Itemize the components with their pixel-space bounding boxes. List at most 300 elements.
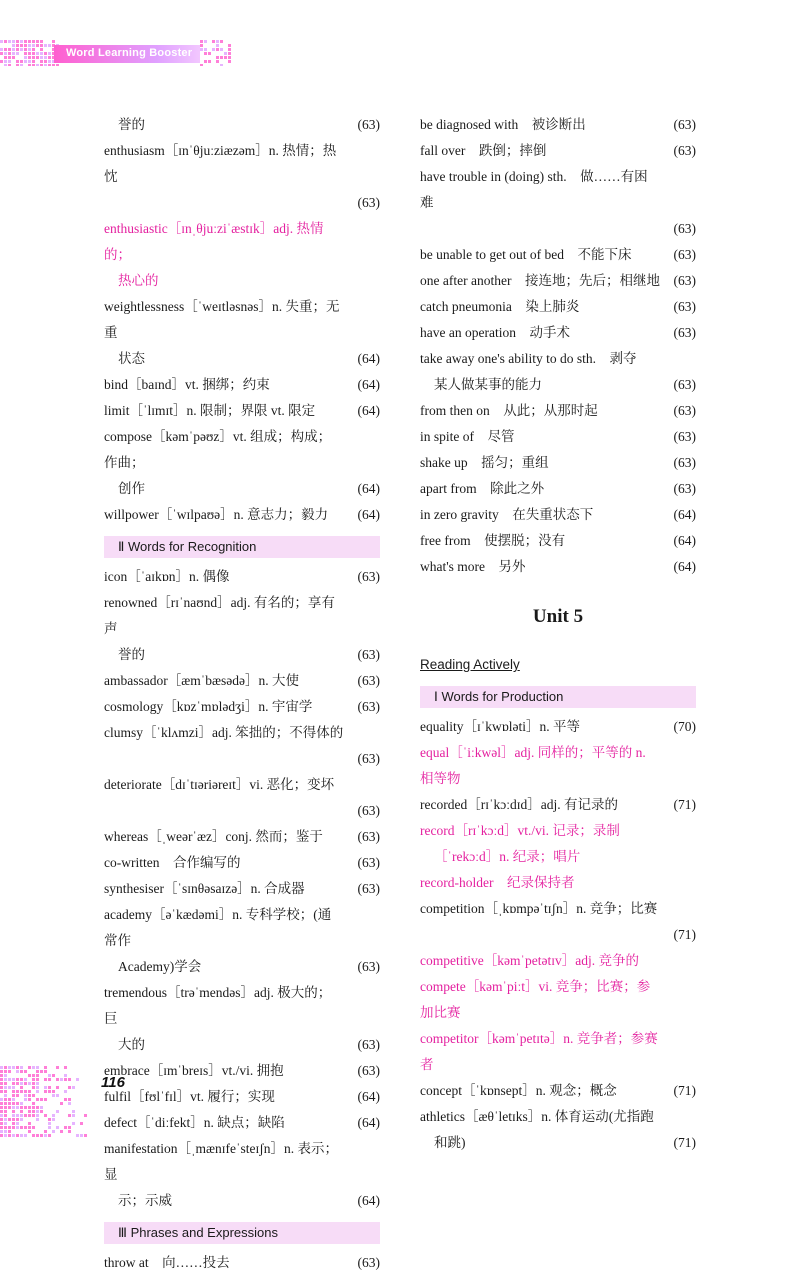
entry-text: take away one's ability to do sth. 剥夺 <box>420 351 637 366</box>
pixel-square <box>0 1066 3 1069</box>
pixel-square <box>84 1134 87 1137</box>
pixel-square <box>4 1086 7 1089</box>
pixel-square <box>20 1078 23 1081</box>
entry-page-ref: (63) <box>357 699 380 714</box>
entry-page-ref: (63) <box>357 117 380 132</box>
pixel-square <box>216 56 219 59</box>
pixel-square <box>12 1090 15 1093</box>
pixel-square <box>16 1070 19 1073</box>
vocab-entry <box>104 980 380 1058</box>
vocab-entry <box>420 294 696 320</box>
pixel-square <box>0 1070 3 1073</box>
pixel-square <box>16 1102 19 1105</box>
pixel-square <box>36 56 39 59</box>
pixel-square <box>220 48 223 51</box>
pixel-square <box>28 44 31 47</box>
pixel-square <box>24 1094 27 1097</box>
entry-text: record［rɪˈkɔːd］vt./vi. 记录；录制 <box>420 823 620 838</box>
vocab-entry <box>104 138 380 216</box>
pixel-square <box>4 64 7 66</box>
entry-page-ref: (64) <box>357 1089 380 1104</box>
pixel-square <box>28 40 31 43</box>
pixel-square <box>28 1106 31 1109</box>
pixel-square <box>48 44 51 47</box>
pixel-square <box>16 52 19 55</box>
entry-page-ref: (63) <box>357 1037 380 1052</box>
pixel-square <box>52 1094 55 1097</box>
vocab-entry <box>420 502 696 528</box>
pixel-square <box>36 1110 39 1113</box>
pixel-square <box>32 1086 35 1089</box>
pixel-square <box>0 1090 3 1093</box>
pixel-square <box>36 1106 39 1109</box>
pixel-square <box>36 1078 39 1081</box>
pixel-square <box>220 40 223 43</box>
pixel-square <box>0 60 3 63</box>
pixel-square <box>16 60 19 63</box>
pixel-square <box>48 56 51 59</box>
pixel-square <box>48 64 51 66</box>
pixel-square <box>64 1090 67 1093</box>
entry-continuation: ［ˈrekɔːd］n. 纪录；唱片 <box>434 849 581 864</box>
pixel-square <box>44 44 47 47</box>
pixel-square <box>80 1134 83 1137</box>
pixel-square <box>12 1118 15 1121</box>
pixel-square <box>0 1078 3 1081</box>
entry-continuation: 示；示威 <box>118 1193 172 1208</box>
entry-page-ref: (71) <box>673 1135 696 1150</box>
vocab-entry <box>420 346 696 398</box>
entry-page-ref: (63) <box>673 247 696 262</box>
vocab-entry <box>420 974 696 1026</box>
pixel-square <box>8 1118 11 1121</box>
pixel-square <box>0 1106 3 1109</box>
vocab-entry <box>104 564 380 590</box>
pixel-square <box>208 60 211 63</box>
pixel-square <box>16 1114 19 1117</box>
entry-text: co-written 合作编写的 <box>104 855 241 870</box>
pixel-square <box>24 60 27 63</box>
pixel-square <box>56 64 59 66</box>
pixel-square <box>52 1074 55 1077</box>
pixel-square <box>52 1114 55 1117</box>
vocab-entry <box>420 792 696 818</box>
pixel-square <box>28 1090 31 1093</box>
pixel-square <box>24 44 27 47</box>
right-group-phrases <box>420 112 696 580</box>
entry-continuation: 某人做某事的能力 <box>434 377 542 392</box>
entry-text: whereas［ˌweərˈæz］conj. 然而；鉴于 <box>104 829 323 844</box>
vocab-entry <box>420 424 696 450</box>
entry-text: have trouble in (doing) sth. 做……有困难 <box>420 169 648 210</box>
pixel-square <box>84 1114 87 1117</box>
entry-continuation: 和跳) <box>434 1135 466 1150</box>
vocab-entry <box>420 242 696 268</box>
pixel-square <box>24 1126 27 1129</box>
vocab-entry <box>104 424 380 502</box>
entry-page-ref: (63) <box>673 273 696 288</box>
pixel-square <box>16 1066 19 1069</box>
entry-page-ref: (63) <box>357 673 380 688</box>
pixel-square <box>44 1078 47 1081</box>
entry-page-ref: (63) <box>673 221 696 236</box>
pixel-square <box>36 1090 39 1093</box>
pixel-square <box>28 48 31 51</box>
pixel-square <box>20 1110 23 1113</box>
pixel-square <box>28 1110 31 1113</box>
left-group-production <box>104 112 380 528</box>
pixel-square <box>4 1074 7 1077</box>
pixel-square <box>68 1102 71 1105</box>
pixel-square <box>8 1126 11 1129</box>
left-group-phrases <box>104 1250 380 1276</box>
pixel-square <box>40 44 43 47</box>
pixel-square <box>216 60 219 63</box>
pixel-square <box>36 1098 39 1101</box>
entry-continuation: 创作 <box>118 481 145 496</box>
pixel-square <box>8 48 11 51</box>
vocab-entry <box>104 668 380 694</box>
pixel-square <box>28 60 31 63</box>
pixel-square <box>228 56 231 59</box>
pixel-square <box>8 1098 11 1101</box>
pixel-square <box>20 1090 23 1093</box>
entry-page-ref: (63) <box>673 481 696 496</box>
vocab-entry <box>420 268 696 294</box>
vocab-entry <box>104 694 380 720</box>
vocab-entry <box>104 372 380 398</box>
pixel-square <box>48 1126 51 1129</box>
entry-text: what's more 另外 <box>420 559 526 574</box>
pixel-square <box>204 52 207 55</box>
entry-text: cosmology［kɒzˈmɒlədʒi］n. 宇宙学 <box>104 699 313 714</box>
pixel-square <box>16 1122 19 1125</box>
pixel-square <box>220 56 223 59</box>
pixel-square <box>28 1094 31 1097</box>
pixel-square <box>4 60 7 63</box>
pixel-square <box>40 56 43 59</box>
pixel-square <box>204 48 207 51</box>
pixel-square <box>24 1078 27 1081</box>
pixel-square <box>36 1134 39 1137</box>
entry-page-ref: (71) <box>673 797 696 812</box>
pixel-square <box>204 40 207 43</box>
vocab-entry <box>104 902 380 980</box>
pixel-square <box>48 1086 51 1089</box>
entry-text: athletics［æθˈletɪks］n. 体育运动(尤指跑 <box>420 1109 654 1124</box>
pixel-square <box>32 1106 35 1109</box>
entry-text: from then on 从此；从那时起 <box>420 403 598 418</box>
pixel-square <box>24 52 27 55</box>
pixel-square <box>76 1078 79 1081</box>
pixel-square <box>12 1066 15 1069</box>
vocab-entry <box>104 1058 380 1084</box>
vocab-entry <box>104 502 380 528</box>
pixel-square <box>0 1114 3 1117</box>
pixel-square <box>44 60 47 63</box>
pixel-square <box>32 1134 35 1137</box>
pixel-square <box>68 1086 71 1089</box>
entry-text: manifestation［ˌmænɪfeˈsteɪʃn］n. 表示；显 <box>104 1141 338 1182</box>
pixel-square <box>20 48 23 51</box>
header-banner-label: Word Learning Booster <box>66 47 193 59</box>
entry-text: catch pneumonia 染上肺炎 <box>420 299 580 314</box>
pixel-square <box>36 1074 39 1077</box>
pixel-square <box>12 1102 15 1105</box>
pixel-square <box>0 1098 3 1101</box>
pixel-square <box>36 1066 39 1069</box>
vocab-entry <box>420 450 696 476</box>
pixel-square <box>44 1070 47 1073</box>
pixel-square <box>24 1098 27 1101</box>
pixel-square <box>224 52 227 55</box>
vocab-entry <box>420 818 696 870</box>
vocab-entry <box>104 1110 380 1136</box>
entry-text: apart from 除此之外 <box>420 481 545 496</box>
pixel-square <box>4 1134 7 1137</box>
pixel-square <box>20 1086 23 1089</box>
vocab-entry <box>420 164 696 242</box>
pixel-square <box>28 1082 31 1085</box>
section-heading-recognition: Ⅱ Words for Recognition <box>104 536 380 558</box>
pixel-square <box>32 1074 35 1077</box>
pixel-square <box>68 1130 71 1133</box>
pixel-square <box>4 40 7 43</box>
pixel-square <box>48 1134 51 1137</box>
pixel-square <box>4 1130 7 1133</box>
vocab-entry <box>420 138 696 164</box>
vocab-entry <box>104 772 380 824</box>
pixel-square <box>4 1106 7 1109</box>
pixel-square <box>0 1126 3 1129</box>
pixel-square <box>4 1102 7 1105</box>
entry-continuation: Academy)学会 <box>118 959 202 974</box>
pixel-square <box>44 1114 47 1117</box>
pixel-square <box>12 1082 15 1085</box>
entry-text: be diagnosed with 被诊断出 <box>420 117 586 132</box>
entry-continuation: 誉的 <box>118 647 145 662</box>
pixel-square <box>4 1090 7 1093</box>
pixel-square <box>4 56 7 59</box>
entry-page-ref: (71) <box>673 927 696 942</box>
pixel-square <box>40 1110 43 1113</box>
pixel-square <box>208 52 211 55</box>
pixel-square <box>24 1134 27 1137</box>
pixel-square <box>44 1090 47 1093</box>
entry-page-ref: (64) <box>357 403 380 418</box>
entry-page-ref: (64) <box>357 481 380 496</box>
pixel-square <box>32 1126 35 1129</box>
pixel-square <box>4 52 7 55</box>
entry-text: equality［ɪˈkwɒləti］n. 平等 <box>420 719 581 734</box>
entry-page-ref: (64) <box>357 377 380 392</box>
pixel-square <box>44 1130 47 1133</box>
pixel-square <box>12 1126 15 1129</box>
pixel-square <box>72 1086 75 1089</box>
pixel-square <box>40 60 43 63</box>
pixel-square <box>56 1110 59 1113</box>
pixel-square <box>16 1094 19 1097</box>
entry-page-ref: (71) <box>673 1083 696 1098</box>
vocab-entry <box>104 850 380 876</box>
pixel-square <box>64 1098 67 1101</box>
pixel-square <box>0 1086 3 1089</box>
pixel-square <box>60 1102 63 1105</box>
pixel-square <box>24 1106 27 1109</box>
pixel-square <box>32 40 35 43</box>
vocab-entry <box>104 398 380 424</box>
pixel-square <box>44 1086 47 1089</box>
pixel-square <box>28 1098 31 1101</box>
vocab-entry <box>104 1250 380 1276</box>
entry-text: 誉的 <box>118 117 145 132</box>
vocab-entry <box>420 870 696 896</box>
pixel-square <box>68 1114 71 1117</box>
pixel-square <box>0 40 3 43</box>
pixel-square <box>64 1078 67 1081</box>
pixel-square <box>212 40 215 43</box>
pixel-square <box>44 56 47 59</box>
vocab-entry <box>420 948 696 974</box>
pixel-square <box>8 60 11 63</box>
pixel-square <box>36 1070 39 1073</box>
entry-page-ref: (63) <box>357 1063 380 1078</box>
entry-page-ref: (64) <box>357 1115 380 1130</box>
entry-page-ref: (63) <box>673 143 696 158</box>
pixel-square <box>44 1098 47 1101</box>
vocab-entry <box>104 590 380 668</box>
pixel-square <box>12 1134 15 1137</box>
pixel-square <box>12 1122 15 1125</box>
pixel-square <box>32 1082 35 1085</box>
pixel-square <box>48 1118 51 1121</box>
pixel-square <box>48 60 51 63</box>
pixel-square <box>44 1134 47 1137</box>
pixel-square <box>48 1090 51 1093</box>
vocab-entry <box>420 528 696 554</box>
entry-page-ref: (63) <box>357 855 380 870</box>
vocab-entry <box>420 554 696 580</box>
pixel-square <box>12 44 15 47</box>
pixel-square <box>64 1066 67 1069</box>
pixel-square <box>20 1118 23 1121</box>
pixel-square <box>228 52 231 55</box>
pixel-square <box>228 60 231 63</box>
pixel-square <box>4 1098 7 1101</box>
right-group-production <box>420 714 696 1156</box>
vocab-entry <box>420 896 696 948</box>
entry-text: be unable to get out of bed 不能下床 <box>420 247 632 262</box>
pixel-square <box>8 1102 11 1105</box>
pixel-square <box>36 44 39 47</box>
vocab-entry <box>420 476 696 502</box>
pixel-square <box>36 40 39 43</box>
pixel-square <box>4 48 7 51</box>
pixel-square <box>60 1078 63 1081</box>
pixel-square <box>28 52 31 55</box>
entry-continuation: 热心的 <box>118 273 159 288</box>
pixel-square <box>200 40 203 43</box>
pixel-square <box>4 1122 7 1125</box>
pixel-square <box>16 64 19 66</box>
entry-page-ref: (63) <box>357 829 380 844</box>
pixel-square <box>76 1134 79 1137</box>
pixel-square <box>12 40 15 43</box>
entry-text: competitor［kəmˈpetɪtə］n. 竞争者；参赛者 <box>420 1031 658 1072</box>
entry-page-ref: (64) <box>673 507 696 522</box>
entry-text: limit［ˈlɪmɪt］n. 限制；界限 vt. 限定 <box>104 403 316 418</box>
pixel-square <box>28 1126 31 1129</box>
left-column <box>104 112 380 1276</box>
pixel-square <box>44 64 47 66</box>
pixel-square <box>20 1106 23 1109</box>
entry-text: embrace［ɪmˈbreɪs］vt./vi. 拥抱 <box>104 1063 284 1078</box>
section-heading-phrases: Ⅲ Phrases and Expressions <box>104 1222 380 1244</box>
pixel-square <box>12 1094 15 1097</box>
page-number: 116 <box>101 1074 125 1091</box>
pixel-square <box>24 1114 27 1117</box>
entry-text: equal［ˈiːkwəl］adj. 同样的；平等的 n. 相等物 <box>420 745 646 786</box>
entry-text: in spite of 尽管 <box>420 429 515 444</box>
entry-text: ambassador［æmˈbæsədə］n. 大使 <box>104 673 299 688</box>
entry-page-ref: (63) <box>357 569 380 584</box>
pixel-square <box>40 1098 43 1101</box>
pixel-square <box>36 1086 39 1089</box>
pixel-square <box>12 56 15 59</box>
pixel-square <box>64 1074 67 1077</box>
pixel-square <box>28 1122 31 1125</box>
entry-text: enthusiasm［ɪnˈθjuːziæzəm］n. 热情；热忱 <box>104 143 337 184</box>
vocab-entry <box>104 824 380 850</box>
pixel-square <box>56 1086 59 1089</box>
pixel-square <box>8 56 11 59</box>
vocab-entry <box>420 714 696 740</box>
pixel-square <box>24 56 27 59</box>
pixel-square <box>12 52 15 55</box>
pixel-square <box>20 40 23 43</box>
pixel-square <box>4 1094 7 1097</box>
pixel-square <box>36 1114 39 1117</box>
pixel-square <box>0 1102 3 1105</box>
entry-continuation: 大的 <box>118 1037 145 1052</box>
pixel-square <box>32 1110 35 1113</box>
pixel-square <box>12 1086 15 1089</box>
pixel-square <box>36 52 39 55</box>
pixel-square <box>20 44 23 47</box>
pixel-square <box>36 64 39 66</box>
pixel-square <box>16 1134 19 1137</box>
vocab-entry <box>104 1084 380 1110</box>
pixel-square <box>0 1130 3 1133</box>
pixel-square <box>32 48 35 51</box>
pixel-square <box>212 48 215 51</box>
vocab-entry <box>104 1136 380 1214</box>
pixel-square <box>68 1126 71 1129</box>
pixel-square <box>20 1082 23 1085</box>
pixel-square <box>40 40 43 43</box>
entry-page-ref: (63) <box>357 647 380 662</box>
entry-text: free from 使摆脱；没有 <box>420 533 566 548</box>
entry-page-ref: (63) <box>673 117 696 132</box>
pixel-square <box>56 1066 59 1069</box>
pixel-square <box>20 60 23 63</box>
entry-text: one after another 接连地；先后；相继地 <box>420 273 660 288</box>
entry-page-ref: (63) <box>673 299 696 314</box>
pixel-square <box>60 1130 63 1133</box>
pixel-square <box>20 1070 23 1073</box>
pixel-square <box>220 64 223 66</box>
vocab-entry <box>420 1078 696 1104</box>
